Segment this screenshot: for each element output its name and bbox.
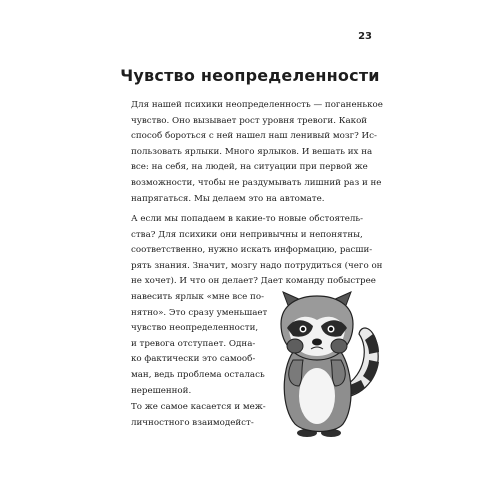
text-line: чувство неопределенности, [131, 323, 259, 334]
text-line: нерешенной. [131, 385, 192, 396]
text-line: А если мы попадаем в какие-то новые обстоятель- [131, 214, 364, 224]
raccoon-illustration [265, 290, 400, 440]
text-line: не хочет). И что он делает? Дает команду побыстрее [131, 276, 376, 287]
text-line: способ бороться с ней нашел наш ленивый мозг? Ис- [131, 131, 377, 142]
text-line: и тревога отступает. Одна- [131, 338, 256, 349]
text-line: соответственно, нужно искать информацию, расши- [131, 245, 373, 256]
chapter-title: Чувство неопределенности [120, 66, 380, 85]
text-line: возможности, чтобы не раздумывать лишний раз и не [131, 177, 382, 188]
page-number: 23 [358, 31, 372, 42]
paragraph-3 [131, 400, 266, 431]
text-line: ства? Для психики они непривычны и непонятны, [131, 229, 363, 240]
text-line: чувство. Оно вызывает рост уровня тревоги. Какой [131, 115, 368, 126]
paragraph-1 [131, 98, 383, 207]
text-line: нятно». Это сразу уменьшает [131, 307, 268, 318]
text-line: рять знания. Значит, мозгу надо потрудиться (чего он [131, 260, 383, 271]
text-line: напрягаться. Мы делаем это на автомате. [131, 193, 325, 204]
text-line: ман, ведь проблема осталась [131, 369, 265, 380]
text-line: навесить ярлык «мне все по- [131, 291, 265, 302]
text-line: личностного взаимодейст- [131, 417, 254, 428]
text-line: ко фактически это самооб- [131, 354, 256, 365]
text-line: Для нашей психики неопределенность — поганенькое [131, 100, 383, 110]
text-line: пользовать ярлыки. Много ярлыков. И вешать их на [131, 146, 373, 157]
text-line: все: на себя, на людей, на ситуации при первой же [131, 162, 368, 173]
text-line: То же самое касается и меж- [131, 402, 266, 412]
